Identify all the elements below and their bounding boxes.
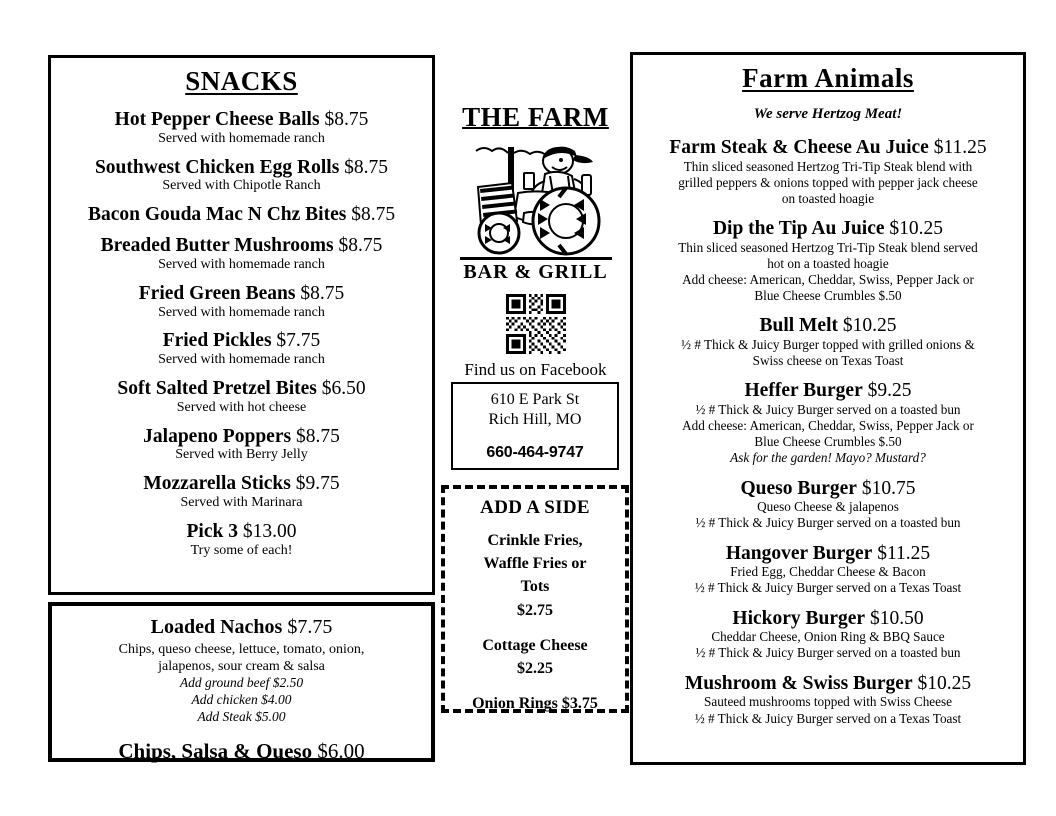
menu-item <box>61 330 422 369</box>
snack-item-price: $8.75 <box>291 425 340 447</box>
snack-item-heading <box>61 235 422 257</box>
snack-item-name: Southwest Chicken Egg Rolls <box>94 156 340 178</box>
farm-animal-item-name: Bull Melt <box>759 315 839 337</box>
snack-item-price: $6.50 <box>316 377 366 399</box>
farm-animal-item-price: $11.25 <box>928 137 987 158</box>
menu-item <box>641 315 1015 369</box>
farm-animal-item-price: $11.25 <box>872 542 931 564</box>
farm-animals-item-list <box>641 137 1015 727</box>
farm-animal-item-description-line: hot on a toasted hoagie <box>767 256 889 272</box>
farm-animal-item-description-line: ½ # Thick & Juicy Burger served on a Texas Toast <box>694 710 962 726</box>
farm-animal-item-description-line: ½ # Thick & Juicy Burger topped with grilled onions & <box>681 337 975 353</box>
snack-item-name: Pick 3 <box>186 520 238 542</box>
address-city-state: Rich Hill, MO <box>488 411 582 428</box>
chips-salsa-queso-name: Chips, Salsa & Queso <box>118 738 313 763</box>
add-a-side-panel <box>441 485 629 713</box>
snack-item-price: $8.75 <box>346 204 396 226</box>
farm-animal-item-description-line: Fried Egg, Cheddar Cheese & Bacon <box>730 564 926 580</box>
farm-animal-item-description-line: ½ # Thick & Juicy Burger served on a Texas Toast <box>694 580 962 596</box>
snacks-panel <box>48 55 435 595</box>
menu-item <box>61 283 422 322</box>
farm-animal-item-heading <box>641 315 1015 337</box>
farm-animal-item-name: Queso Burger <box>740 477 857 499</box>
side-spacer-1 <box>451 622 619 634</box>
qr-code-icon[interactable] <box>497 294 575 354</box>
menu-item <box>61 204 422 226</box>
side-cottage-cheese-price: $2.25 <box>517 659 553 677</box>
snack-item-price: $8.75 <box>295 282 345 304</box>
snack-item-description-line: Served with homemade ranch <box>158 352 325 368</box>
snack-item-name: Fried Pickles <box>162 330 272 352</box>
snack-item-description-line: Served with Chipotle Ranch <box>162 178 321 194</box>
farm-animal-item-description-line: Thin sliced seasoned Hertzog Tri-Tip Steak blend with <box>683 158 973 174</box>
nachos-panel <box>48 602 435 762</box>
nachos-addon-ground-beef: Add ground beef $2.50 <box>179 675 304 691</box>
farm-animal-item-description-line: Queso Cheese & jalapenos <box>757 499 899 515</box>
farm-animal-item-description-line: ½ # Thick & Juicy Burger served on a toasted bun <box>695 645 961 661</box>
farm-animal-item-heading <box>641 218 1015 240</box>
menu-item <box>641 608 1015 662</box>
farm-animal-item-heading <box>641 380 1015 402</box>
address-street: 610 E Park St <box>490 391 580 408</box>
snacks-title: SNACKS <box>185 66 298 96</box>
side-fries-price: $2.75 <box>517 601 553 619</box>
farm-animal-item-price: $10.25 <box>838 315 897 337</box>
farm-animals-title: Farm Animals <box>742 63 914 93</box>
farm-animal-item-description-line: ½ # Thick & Juicy Burger served on a toasted bun <box>695 402 961 418</box>
chips-salsa-queso-price: $6.00 <box>317 738 365 763</box>
snack-item-price: $13.00 <box>237 520 297 542</box>
snack-item-description-line: Served with Marinara <box>180 495 303 511</box>
snack-item-heading <box>61 521 422 543</box>
snack-item-heading <box>61 109 422 131</box>
menu-item <box>641 478 1015 532</box>
farm-animal-item-heading <box>641 673 1015 695</box>
menu-item <box>641 673 1015 727</box>
nachos-price: $7.75 <box>287 616 333 638</box>
snack-item-price: $9.75 <box>290 473 340 495</box>
farm-animal-item-description-line: Blue Cheese Crumbles $.50 <box>754 288 902 304</box>
farm-animal-item-description-line: Add cheese: American, Cheddar, Swiss, Pepper Jack or <box>682 418 974 434</box>
snack-item-name: Bacon Gouda Mac N Chz Bites <box>87 204 347 226</box>
tractor-farmer-logo-icon <box>462 129 610 261</box>
farm-animals-panel <box>630 52 1026 765</box>
farm-animal-item-price: $10.25 <box>912 672 972 694</box>
side-fries-line-3: Tots <box>520 578 550 596</box>
farm-animal-item-name: Dip the Tip Au Juice <box>712 218 885 240</box>
snack-item-name: Mozzarella Sticks <box>143 473 291 495</box>
farm-animal-item-heading <box>641 608 1015 630</box>
menu-item <box>61 378 422 417</box>
menu-item <box>61 521 422 560</box>
farm-animal-item-description-line: Blue Cheese Crumbles $.50 <box>754 434 902 450</box>
snack-item-price: $8.75 <box>333 235 383 257</box>
farm-animal-item-name: Hangover Burger <box>725 542 873 564</box>
snack-item-price: $8.75 <box>339 156 389 178</box>
menu-item <box>61 473 422 512</box>
menu-item <box>641 543 1015 597</box>
farm-animal-item-name: Hickory Burger <box>732 607 866 629</box>
farm-animal-item-description-line: Swiss cheese on Texas Toast <box>752 353 904 369</box>
phone-number[interactable]: 660-464-9747 <box>486 444 584 461</box>
farm-animal-item-name: Mushroom & Swiss Burger <box>684 672 913 694</box>
farm-animal-item-price: $10.50 <box>865 607 924 629</box>
brand-logo-block <box>443 104 628 380</box>
farm-animal-item-name: Heffer Burger <box>744 380 863 402</box>
brand-title: THE FARM <box>462 102 609 132</box>
hertzog-meat-note: We serve Hertzog Meat! <box>753 106 903 122</box>
add-a-side-title: ADD A SIDE <box>480 497 590 518</box>
farm-animal-item-heading <box>641 543 1015 565</box>
snack-item-price: $8.75 <box>319 109 369 130</box>
snack-item-description-line: Served with homemade ranch <box>158 130 325 146</box>
menu-item <box>641 137 1015 207</box>
farm-animal-item-price: $10.25 <box>884 218 944 240</box>
snack-item-description-line: Served with homemade ranch <box>158 304 325 320</box>
farm-animal-item-description-line: on toasted hoagie <box>781 191 875 207</box>
farm-animal-item-name: Farm Steak & Cheese Au Juice <box>669 137 929 158</box>
farm-animal-item-description-line: grilled peppers & onions topped with pepper jack cheese <box>678 174 978 190</box>
farm-animal-item-description-line: ½ # Thick & Juicy Burger served on a toasted bun <box>695 515 961 531</box>
snack-item-heading <box>61 204 422 226</box>
farm-animal-item-heading <box>641 478 1015 500</box>
snack-item-heading <box>61 330 422 352</box>
menu-item <box>61 235 422 274</box>
snack-item-name: Jalapeno Poppers <box>143 425 292 447</box>
snack-item-description-line: Try some of each! <box>190 542 293 558</box>
snack-item-name: Soft Salted Pretzel Bites <box>117 377 317 399</box>
nachos-addon-steak: Add Steak $5.00 <box>197 708 286 724</box>
menu-item <box>61 157 422 196</box>
farm-animal-item-description-line: Cheddar Cheese, Onion Ring & BBQ Sauce <box>711 629 945 645</box>
brand-subtitle: BAR & GRILL <box>460 257 612 284</box>
side-cottage-cheese-name: Cottage Cheese <box>482 636 588 654</box>
menu-item <box>61 426 422 465</box>
menu-item <box>61 109 422 148</box>
snack-item-description-line: Served with homemade ranch <box>158 256 325 272</box>
menu-item <box>641 218 1015 304</box>
farm-animal-item-price: $9.25 <box>862 380 912 402</box>
nachos-desc-line-2: jalapenos, sour cream & salsa <box>158 659 325 675</box>
nachos-heading <box>64 616 419 639</box>
chips-salsa-queso-heading <box>64 739 419 764</box>
snack-item-heading <box>61 157 422 179</box>
snack-item-name: Breaded Butter Mushrooms <box>100 235 334 257</box>
address-panel <box>451 382 619 470</box>
farm-animal-item-description-line: Add cheese: American, Cheddar, Swiss, Pepper Jack or <box>682 272 974 288</box>
snack-item-heading <box>61 283 422 305</box>
snack-item-name: Fried Green Beans <box>138 282 296 304</box>
snack-item-heading <box>61 378 422 400</box>
snack-item-name: Hot Pepper Cheese Balls <box>114 109 320 130</box>
facebook-callout: Find us on Facebook <box>464 360 607 379</box>
farm-animal-item-description-line: Sauteed mushrooms topped with Swiss Cheese <box>704 694 952 710</box>
snack-item-price: $7.75 <box>271 330 321 352</box>
farm-animal-item-note-line: Ask for the garden! Mayo? Mustard? <box>730 450 926 466</box>
nachos-name: Loaded Nachos <box>150 616 283 638</box>
side-fries-line-2: Waffle Fries or <box>483 555 587 573</box>
snack-item-heading <box>61 473 422 495</box>
farm-animal-item-price: $10.75 <box>856 477 916 499</box>
snack-item-description-line: Served with hot cheese <box>176 399 307 415</box>
side-spacer-2 <box>451 680 619 692</box>
side-onion-rings: Onion Rings $3.75 <box>472 695 598 713</box>
snack-item-heading <box>61 426 422 448</box>
side-fries-line-1: Crinkle Fries, <box>487 532 583 549</box>
snacks-item-list <box>61 109 422 559</box>
nachos-addon-chicken: Add chicken $4.00 <box>191 692 292 708</box>
menu-item <box>641 380 1015 466</box>
farm-animal-item-description-line: Thin sliced seasoned Hertzog Tri-Tip Steak blend served <box>678 239 978 255</box>
nachos-desc-line-1: Chips, queso cheese, lettuce, tomato, onion, <box>118 642 365 657</box>
farm-animal-item-heading <box>641 137 1015 159</box>
snack-item-description-line: Served with Berry Jelly <box>175 447 308 463</box>
